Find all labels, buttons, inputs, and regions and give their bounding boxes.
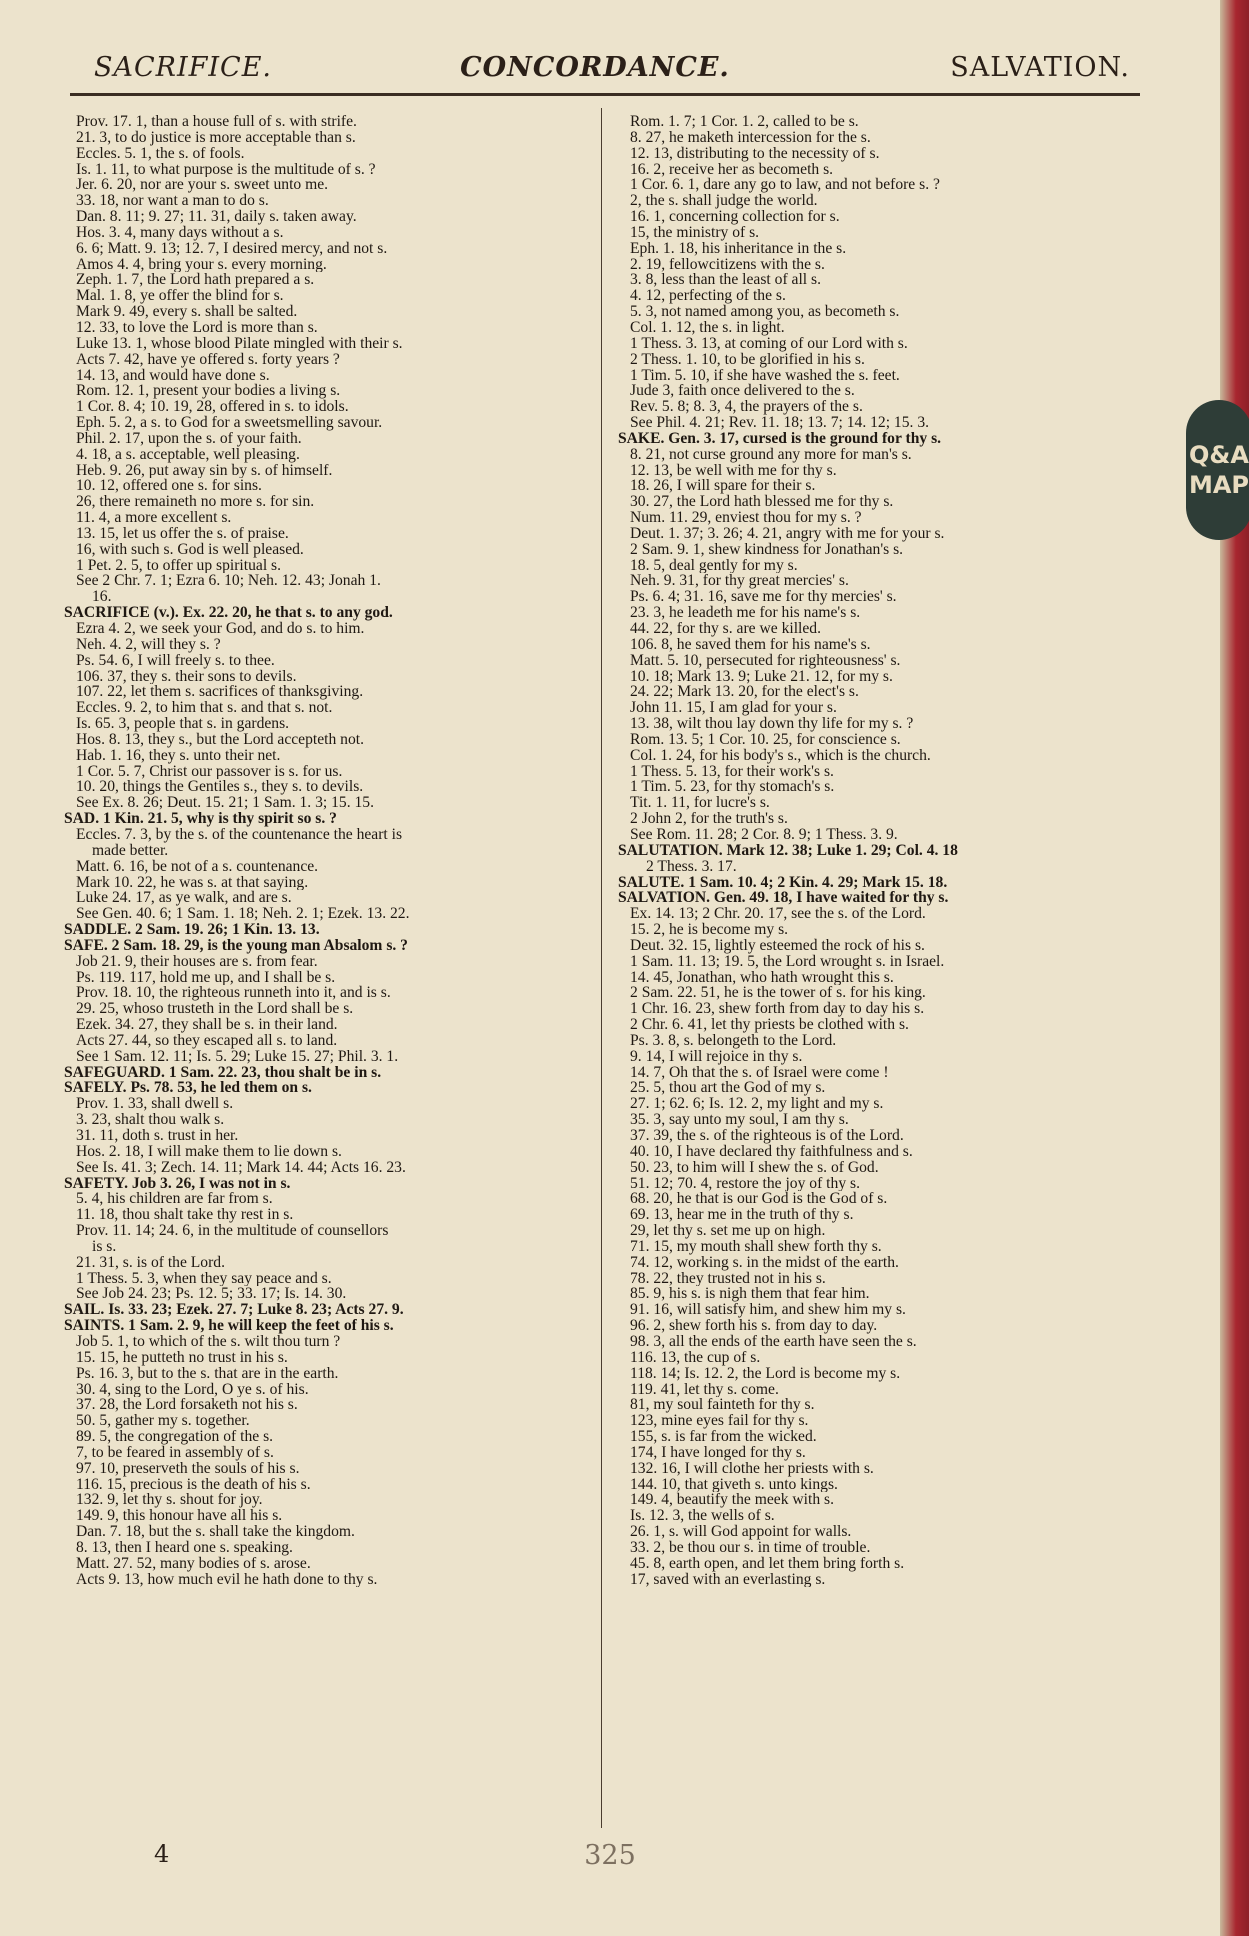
concordance-reference-line: 1 Sam. 11. 13; 19. 5, the Lord wrought s. in Israel. — [630, 953, 945, 970]
concordance-reference-line: 27. 1; 62. 6; Is. 12. 2, my light and my s. — [630, 1096, 884, 1113]
concordance-reference-line: 9. 14, I will rejoice in thy s. — [630, 1048, 803, 1065]
concordance-reference-line: 14. 13, and would have done s. — [76, 367, 270, 384]
concordance-reference-line: 149. 9, this honour have all his s. — [76, 1508, 283, 1525]
concordance-reference-line: 132. 9, let thy s. shout for joy. — [76, 1492, 263, 1509]
concordance-reference-line: 8. 21, not curse ground any more for man's s. — [630, 446, 912, 463]
thumb-tab-line1: Q&A — [1189, 441, 1249, 469]
concordance-reference-line: See Rom. 11. 28; 2 Cor. 8. 9; 1 Thess. 3. 9. — [630, 826, 898, 843]
concordance-reference-line: 116. 15, precious is the death of his s. — [76, 1476, 311, 1493]
concordance-headword-entry: SAFEGUARD. 1 Sam. 22. 23, thou shalt be in s. — [64, 1064, 382, 1081]
concordance-reference-line: Ezra 4. 2, we seek your God, and do s. to him. — [76, 621, 365, 637]
column-divider — [601, 108, 602, 1828]
concordance-reference-line: Jude 3, faith once delivered to the s. — [630, 383, 855, 400]
concordance-reference-line: 106. 8, he saved them for his name's s. — [630, 636, 871, 653]
concordance-reference-line: See Is. 41. 3; Zech. 14. 11; Mark 14. 44; Acts 16. 23. — [76, 1159, 406, 1176]
concordance-reference-line: See Ex. 8. 26; Deut. 15. 21; 1 Sam. 1. 3; 15. 15. — [76, 795, 374, 812]
concordance-reference-line: 1 Thess. 5. 3, when they say peace and s. — [76, 1270, 332, 1287]
concordance-reference-line: 3. 23, shalt thou walk s. — [76, 1112, 225, 1128]
concordance-headword-entry: SAFE. 2 Sam. 18. 29, is the young man Absalom s. ? — [64, 937, 408, 954]
concordance-reference-line: See Phil. 4. 21; Rev. 11. 18; 13. 7; 14. 12; 15. 3. — [630, 415, 930, 431]
concordance-reference-line: 18. 5, deal gently for my s. — [630, 557, 798, 574]
concordance-reference-line: 85. 9, his s. is nigh them that fear him. — [630, 1286, 870, 1303]
concordance-reference-line: Amos 4. 4, bring your s. every morning. — [76, 256, 327, 273]
concordance-reference-line: 11. 4, a more excellent s. — [76, 510, 232, 526]
concordance-reference-line: 45. 8, earth open, and let them bring forth s. — [630, 1555, 905, 1572]
concordance-reference-line: 13. 15, let us offer the s. of praise. — [76, 525, 289, 542]
concordance-reference-line: 12. 13, distributing to the necessity of s. — [630, 145, 880, 162]
concordance-reference-line: Ps. 6. 4; 31. 16, save me for thy mercies' s. — [630, 589, 897, 606]
concordance-reference-line: Acts 7. 42, have ye offered s. forty years ? — [76, 351, 340, 368]
concordance-reference-line: Eccles. 9. 2, to him that s. and that s. not. — [76, 700, 333, 717]
concordance-reference-line: 31. 11, doth s. trust in her. — [76, 1128, 239, 1144]
concordance-reference-line: 118. 14; Is. 12. 2, the Lord is become my s. — [630, 1365, 901, 1382]
concordance-reference-line: 2 Sam. 22. 51, he is the tower of s. for his king. — [630, 985, 926, 1002]
concordance-reference-line: 2 Chr. 6. 41, let thy priests be clothed with s. — [630, 1017, 909, 1033]
concordance-headword-entry: SAD. 1 Kin. 21. 5, why is thy spirit so s. ? — [64, 811, 337, 827]
concordance-reference-line: Dan. 7. 18, but the s. shall take the kingdom. — [76, 1524, 355, 1540]
concordance-reference-line: Ps. 119. 117, hold me up, and I shall be s. — [76, 969, 336, 986]
concordance-reference-line: 4. 18, a s. acceptable, well pleasing. — [76, 446, 300, 463]
concordance-reference-line: 30. 27, the Lord hath blessed me for thy s. — [630, 494, 894, 511]
concordance-reference-line: Is. 1. 11, to what purpose is the multitude of s. ? — [76, 161, 376, 178]
concordance-reference-line: Eph. 1. 18, his inheritance in the s. — [630, 240, 847, 257]
concordance-reference-line: Luke 24. 17, as ye walk, and are s. — [76, 890, 292, 907]
concordance-reference-line: See 2 Chr. 7. 1; Ezra 6. 10; Neh. 12. 43; Jonah 1. — [76, 573, 381, 590]
concordance-reference-line: Matt. 5. 10, persecuted for righteousness' s. — [630, 652, 901, 669]
concordance-reference-line: 71. 15, my mouth shall shew forth thy s. — [630, 1238, 882, 1255]
concordance-reference-line: 144. 10, that giveth s. unto kings. — [630, 1476, 838, 1493]
concordance-reference-line: 2 Sam. 9. 1, shew kindness for Jonathan's s. — [630, 541, 904, 558]
concordance-reference-line: Hos. 3. 4, many days without a s. — [76, 224, 284, 241]
concordance-reference-line: 16. 1, concerning collection for s. — [630, 209, 840, 225]
concordance-reference-line: 10. 18; Mark 13. 9; Luke 21. 12, for my s. — [630, 668, 893, 685]
concordance-reference-line: 2. 19, fellowcitizens with the s. — [630, 256, 825, 273]
concordance-reference-line: Hab. 1. 16, they s. unto their net. — [76, 747, 281, 764]
concordance-reference-line: Ezek. 34. 27, they shall be s. in their land. — [76, 1017, 338, 1033]
concordance-reference-line: 11. 18, thou shalt take thy rest in s. — [76, 1207, 294, 1224]
concordance-reference-line: Is. 12. 3, the wells of s. — [630, 1508, 775, 1525]
concordance-reference-line: 26. 1, s. will God appoint for walls. — [630, 1524, 852, 1540]
concordance-reference-line: Ps. 16. 3, but to the s. that are in the earth. — [76, 1365, 339, 1382]
concordance-reference-line: 33. 18, nor want a man to do s. — [76, 193, 269, 210]
concordance-reference-line: 33. 2, be thou our s. in time of trouble. — [630, 1539, 871, 1556]
concordance-reference-line: 8. 13, then I heard one s. speaking. — [76, 1539, 293, 1556]
concordance-reference-line: Job 21. 9, their houses are s. from fear. — [76, 953, 318, 970]
right-column — [618, 114, 1128, 1587]
concordance-reference-line: 1 Thess. 3. 13, at coming of our Lord with s. — [630, 335, 908, 352]
concordance-reference-line: 51. 12; 70. 4, restore the joy of thy s. — [630, 1175, 860, 1192]
concordance-reference-line: Acts 27. 44, so they escaped all s. to land. — [76, 1032, 338, 1049]
left-column — [64, 114, 586, 1587]
concordance-reference-line: is s. — [92, 1238, 117, 1255]
concordance-headword-entry: SAINTS. 1 Sam. 2. 9, he will keep the feet of his s. — [64, 1318, 394, 1334]
page-number: 325 — [584, 1840, 636, 1871]
concordance-reference-line: 15. 2, he is become my s. — [630, 922, 789, 938]
book-spine-edge — [1220, 0, 1249, 1936]
concordance-reference-line: 44. 22, for thy s. are we killed. — [630, 621, 821, 637]
concordance-reference-line: Eccles. 7. 3, by the s. of the countenance the heart is — [76, 826, 403, 843]
concordance-reference-line: Deut. 1. 37; 3. 26; 4. 21, angry with me for your s. — [630, 525, 945, 542]
concordance-reference-line: 16, with such s. God is well pleased. — [76, 541, 304, 558]
thumb-tab-line2: MAP — [1188, 471, 1249, 499]
concordance-reference-line: Phil. 2. 17, upon the s. of your faith. — [76, 430, 302, 447]
signature-mark: 4 — [154, 1840, 170, 1868]
concordance-reference-line: 1 Cor. 8. 4; 10. 19, 28, offered in s. to idols. — [76, 399, 349, 416]
concordance-reference-line: Mal. 1. 8, ye offer the blind for s. — [76, 288, 284, 305]
concordance-reference-line: Ps. 54. 6, I will freely s. to thee. — [76, 652, 275, 669]
concordance-reference-line: 1 Tim. 5. 10, if she have washed the s. feet. — [630, 367, 900, 384]
concordance-reference-line: 30. 4, sing to the Lord, O ye s. of his. — [76, 1381, 309, 1398]
concordance-reference-line: 2 John 2, for the truth's s. — [630, 811, 788, 827]
concordance-reference-line: Rev. 5. 8; 8. 3, 4, the prayers of the s. — [630, 399, 863, 416]
concordance-reference-line: made better. — [92, 842, 169, 859]
page-header — [60, 52, 1130, 96]
concordance-reference-line: Hos. 2. 18, I will make them to lie down s. — [76, 1143, 342, 1160]
concordance-headword-entry: SALVATION. Gen. 49. 18, I have waited for thy s. — [618, 890, 949, 907]
concordance-reference-line: 68. 20, he that is our God is the God of s. — [630, 1191, 888, 1208]
concordance-reference-line: 16. — [92, 589, 112, 606]
concordance-reference-line: Num. 11. 29, enviest thou for my s. ? — [630, 510, 862, 526]
concordance-reference-line: 13. 38, wilt thou lay down thy life for my s. ? — [630, 716, 914, 732]
concordance-headword-entry: SACRIFICE (v.). Ex. 22. 20, he that s. to any god. — [64, 605, 393, 621]
header-title: CONCORDANCE. — [460, 52, 730, 83]
concordance-reference-line: Zeph. 1. 7, the Lord hath prepared a s. — [76, 272, 315, 289]
header-right-keyword: SALVATION. — [950, 52, 1130, 83]
concordance-reference-line: 1 Pet. 2. 5, to offer up spiritual s. — [76, 557, 282, 574]
concordance-reference-line: Heb. 9. 26, put away sin by s. of himself. — [76, 462, 333, 479]
concordance-reference-line: See Job 24. 23; Ps. 12. 5; 33. 17; Is. 14. 30. — [76, 1286, 347, 1303]
concordance-reference-line: 10. 20, things the Gentiles s., they s. to devils. — [76, 779, 364, 796]
concordance-reference-line: 1 Tim. 5. 23, for thy stomach's s. — [630, 779, 835, 796]
concordance-reference-line: 74. 12, working s. in the midst of the earth. — [630, 1254, 899, 1271]
concordance-reference-line: 15, the ministry of s. — [630, 224, 760, 241]
concordance-reference-line: Col. 1. 24, for his body's s., which is the church. — [630, 747, 931, 764]
concordance-reference-line: See 1 Sam. 12. 11; Is. 5. 29; Luke 15. 27; Phil. 3. 1. — [76, 1048, 399, 1065]
concordance-reference-line: 23. 3, he leadeth me for his name's s. — [630, 605, 861, 621]
concordance-reference-line: Prov. 17. 1, than a house full of s. with strife. — [76, 114, 357, 130]
concordance-headword-entry: SALUTATION. Mark 12. 38; Luke 1. 29; Col. 4. 18 — [618, 842, 958, 859]
concordance-reference-line: 8. 27, he maketh intercession for the s. — [630, 129, 871, 146]
concordance-reference-line: 5. 4, his children are far from s. — [76, 1191, 273, 1208]
concordance-reference-line: Deut. 32. 15, lightly esteemed the rock of his s. — [630, 937, 925, 954]
concordance-headword-entry: SAFELY. Ps. 78. 53, he led them on s. — [64, 1080, 312, 1097]
concordance-reference-line: Mark 9. 49, every s. shall be salted. — [76, 304, 298, 320]
concordance-reference-line: 21. 31, s. is of the Lord. — [76, 1254, 225, 1271]
concordance-reference-line: 1 Cor. 6. 1, dare any go to law, and not before s. ? — [630, 177, 940, 194]
concordance-reference-line: Mark 10. 22, he was s. at that saying. — [76, 874, 309, 891]
concordance-reference-line: 106. 37, they s. their sons to devils. — [76, 668, 297, 685]
concordance-reference-line: 91. 16, will satisfy him, and shew him my s. — [630, 1302, 906, 1319]
concordance-reference-line: 29, let thy s. set me up on high. — [630, 1223, 826, 1239]
concordance-headword-entry: SAIL. Is. 33. 23; Ezek. 27. 7; Luke 8. 23; Acts 27. 9. — [64, 1302, 404, 1319]
concordance-reference-line: 17, saved with an everlasting s. — [630, 1571, 826, 1588]
concordance-reference-line: 35. 3, say unto my soul, I am thy s. — [630, 1112, 849, 1128]
concordance-reference-line: 97. 10, preserveth the souls of his s. — [76, 1460, 300, 1477]
concordance-reference-line: 132. 16, I will clothe her priests with s. — [630, 1460, 874, 1477]
concordance-reference-line: Rom. 13. 5; 1 Cor. 10. 25, for conscience s. — [630, 731, 901, 748]
concordance-reference-line: 10. 12, offered one s. for sins. — [76, 478, 262, 495]
concordance-reference-line: 12. 13, be well with me for thy s. — [630, 462, 837, 479]
concordance-reference-line: Rom. 1. 7; 1 Cor. 1. 2, called to be s. — [630, 114, 859, 130]
concordance-reference-line: 1 Thess. 5. 13, for their work's s. — [630, 763, 834, 780]
concordance-reference-line: 89. 5, the congregation of the s. — [76, 1429, 274, 1445]
concordance-reference-line: See Gen. 40. 6; 1 Sam. 1. 18; Neh. 2. 1; Ezek. 13. 22. — [76, 906, 410, 923]
concordance-headword-entry: SALUTE. 1 Sam. 10. 4; 2 Kin. 4. 29; Mark 15. 18. — [618, 874, 948, 891]
concordance-reference-line: Eccles. 5. 1, the s. of fools. — [76, 145, 245, 162]
concordance-headword-entry: SADDLE. 2 Sam. 19. 26; 1 Kin. 13. 13. — [64, 922, 320, 938]
concordance-reference-line: 2, the s. shall judge the world. — [630, 193, 818, 210]
concordance-reference-line: Is. 65. 3, people that s. in gardens. — [76, 716, 290, 732]
concordance-reference-line: Job 5. 1, to which of the s. wilt thou turn ? — [76, 1333, 341, 1350]
header-rule — [70, 93, 1140, 96]
concordance-reference-line: 50. 23, to him will I shew the s. of God. — [630, 1159, 879, 1176]
concordance-headword-entry: SAKE. Gen. 3. 17, cursed is the ground for thy s. — [618, 430, 942, 447]
concordance-reference-line: Col. 1. 12, the s. in light. — [630, 319, 785, 336]
concordance-reference-line: Hos. 8. 13, they s., but the Lord accepteth not. — [76, 731, 364, 748]
concordance-reference-line: 50. 5, gather my s. together. — [76, 1413, 250, 1430]
concordance-reference-line: 37. 39, the s. of the righteous is of the Lord. — [630, 1128, 904, 1144]
concordance-reference-line: 69. 13, hear me in the truth of thy s. — [630, 1207, 854, 1224]
concordance-reference-line: 107. 22, let them s. sacrifices of thanksgiving. — [76, 684, 364, 701]
concordance-reference-line: 2 Thess. 3. 17. — [646, 858, 737, 875]
concordance-reference-line: Neh. 9. 31, for thy great mercies' s. — [630, 573, 849, 590]
concordance-reference-line: 29. 25, whoso trusteth in the Lord shall be s. — [76, 1001, 354, 1018]
concordance-reference-line: Prov. 1. 33, shall dwell s. — [76, 1096, 234, 1113]
concordance-reference-line: 14. 45, Jonathan, who hath wrought this s. — [630, 969, 894, 986]
concordance-reference-line: 25. 5, thou art the God of my s. — [630, 1080, 826, 1097]
concordance-headword-entry: SAFETY. Job 3. 26, I was not in s. — [64, 1175, 291, 1192]
concordance-reference-line: Rom. 12. 1, present your bodies a living s. — [76, 383, 341, 400]
concordance-reference-line: 155, s. is far from the wicked. — [630, 1429, 817, 1445]
concordance-reference-line: Eph. 5. 2, a s. to God for a sweetsmelling savour. — [76, 415, 383, 431]
concordance-reference-line: 18. 26, I will spare for their s. — [630, 478, 816, 495]
concordance-reference-line: 116. 13, the cup of s. — [630, 1349, 761, 1366]
concordance-reference-line: 12. 33, to love the Lord is more than s. — [76, 319, 318, 336]
concordance-reference-line: Neh. 4. 2, will they s. ? — [76, 636, 221, 653]
concordance-reference-line: Matt. 6. 16, be not of a s. countenance. — [76, 858, 319, 875]
concordance-reference-line: 1 Chr. 16. 23, shew forth from day to day his s. — [630, 1001, 925, 1018]
header-left-keyword: SACRIFICE. — [94, 52, 272, 83]
concordance-reference-line: Ex. 14. 13; 2 Chr. 20. 17, see the s. of the Lord. — [630, 906, 926, 923]
concordance-reference-line: 21. 3, to do justice is more acceptable than s. — [76, 129, 356, 146]
concordance-reference-line: Jer. 6. 20, nor are your s. sweet unto me. — [76, 177, 329, 194]
concordance-reference-line: Prov. 11. 14; 24. 6, in the multitude of counsellors — [76, 1223, 389, 1239]
concordance-reference-line: Matt. 27. 52, many bodies of s. arose. — [76, 1555, 311, 1572]
concordance-reference-line: 149. 4, beautify the meek with s. — [630, 1492, 834, 1509]
concordance-reference-line: 26, there remaineth no more s. for sin. — [76, 494, 315, 511]
concordance-reference-line: Tit. 1. 11, for lucre's s. — [630, 795, 770, 812]
concordance-reference-line: 6. 6; Matt. 9. 13; 12. 7, I desired mercy, and not s. — [76, 240, 388, 257]
concordance-reference-line: Ps. 3. 8, s. belongeth to the Lord. — [630, 1032, 837, 1049]
concordance-reference-line: Luke 13. 1, whose blood Pilate mingled with their s. — [76, 335, 403, 352]
concordance-reference-line: 174, I have longed for thy s. — [630, 1444, 806, 1461]
concordance-reference-line: 81, my soul fainteth for thy s. — [630, 1397, 815, 1414]
concordance-reference-line: 24. 22; Mark 13. 20, for the elect's s. — [630, 684, 859, 701]
concordance-reference-line: John 11. 15, I am glad for your s. — [630, 700, 837, 717]
concordance-reference-line: 119. 41, let thy s. come. — [630, 1381, 779, 1398]
concordance-reference-line: 1 Cor. 5. 7, Christ our passover is s. for us. — [76, 763, 343, 780]
concordance-reference-line: Prov. 18. 10, the righteous runneth into it, and is s. — [76, 985, 391, 1002]
concordance-reference-line: 16. 2, receive her as becometh s. — [630, 161, 834, 178]
concordance-reference-line: 2 Thess. 1. 10, to be glorified in his s. — [630, 351, 865, 368]
concordance-reference-line: 3. 8, less than the least of all s. — [630, 272, 821, 289]
concordance-reference-line: 4. 12, perfecting of the s. — [630, 288, 786, 305]
concordance-reference-line: 37. 28, the Lord forsaketh not his s. — [76, 1397, 298, 1414]
concordance-reference-line: 96. 2, shew forth his s. from day to day. — [630, 1318, 878, 1334]
concordance-reference-line: 123, mine eyes fail for thy s. — [630, 1413, 809, 1430]
concordance-reference-line: Acts 9. 13, how much evil he hath done to thy s. — [76, 1571, 378, 1588]
concordance-reference-line: 7, to be feared in assembly of s. — [76, 1444, 274, 1461]
concordance-reference-line: 5. 3, not named among you, as becometh s. — [630, 304, 900, 320]
concordance-reference-line: Dan. 8. 11; 9. 27; 11. 31, daily s. taken away. — [76, 209, 357, 225]
concordance-reference-line: 78. 22, they trusted not in his s. — [630, 1270, 826, 1287]
concordance-reference-line: 98. 3, all the ends of the earth have seen the s. — [630, 1333, 917, 1350]
concordance-reference-line: 40. 10, I have declared thy faithfulness and s. — [630, 1143, 913, 1160]
concordance-reference-line: 14. 7, Oh that the s. of Israel were come ! — [630, 1064, 889, 1081]
concordance-reference-line: 15. 15, he putteth no trust in his s. — [76, 1349, 288, 1366]
thumb-index-tab[interactable] — [1186, 400, 1249, 540]
